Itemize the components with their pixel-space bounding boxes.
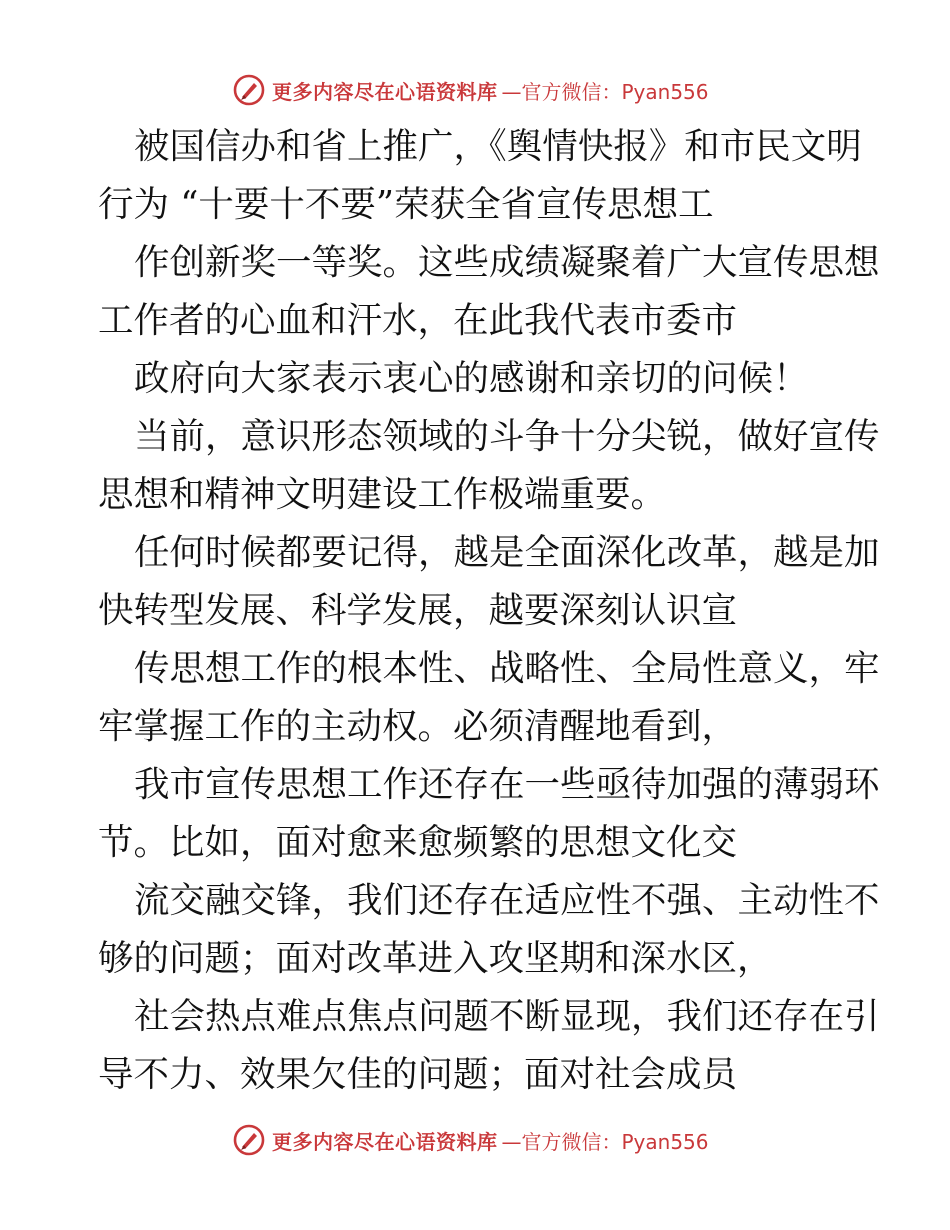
text-line: 当前，意识形态领域的斗争十分尖锐，做好宣传	[134, 416, 880, 457]
text-line: 行为 “十要十不要”荣获全省宣传思想工	[98, 184, 714, 225]
banner-brand-text: 更多内容尽在心语资料库	[272, 79, 498, 104]
text-line: 被国信办和省上推广，《舆情快报》和市民文明	[134, 126, 862, 167]
text-line: 作创新奖一等奖。这些成绩凝聚着广大宣传思想	[134, 242, 880, 283]
banner-wechat-text: —官方微信：Pyan556	[501, 79, 709, 104]
text-line: 我市宣传思想工作还存在一些亟待加强的薄弱环	[134, 764, 880, 805]
text-line: 工作者的心血和汗水，在此我代表市委市	[98, 300, 738, 341]
pen-circle-logo-icon	[232, 1123, 266, 1157]
text-line: 任何时候都要记得，越是全面深化改革，越是加	[134, 532, 880, 573]
banner-brand-text: 更多内容尽在心语资料库	[272, 1129, 498, 1154]
text-line: 政府向大家表示衷心的感谢和亲切的问候！	[134, 358, 809, 399]
banner-wechat-text: —官方微信：Pyan556	[501, 1129, 709, 1154]
text-line: 思想和精神文明建设工作极端重要。	[98, 474, 667, 515]
text-line: 牢掌握工作的主动权。必须清醒地看到，	[98, 706, 738, 747]
footer-banner	[232, 1120, 709, 1160]
text-line: 社会热点难点焦点问题不断显现，我们还存在引	[134, 996, 880, 1037]
text-line: 流交融交锋，我们还存在适应性不强、主动性不	[134, 880, 880, 921]
text-line: 导不力、效果欠佳的问题；面对社会成员	[98, 1054, 738, 1095]
text-line: 快转型发展、科学发展，越要深刻认识宣	[98, 590, 738, 631]
text-line: 传思想工作的根本性、战略性、全局性意义，牢	[134, 648, 880, 689]
text-line: 够的问题；面对改革进入攻坚期和深水区，	[98, 938, 773, 979]
text-line: 节。比如，面对愈来愈频繁的思想文化交	[98, 822, 738, 863]
